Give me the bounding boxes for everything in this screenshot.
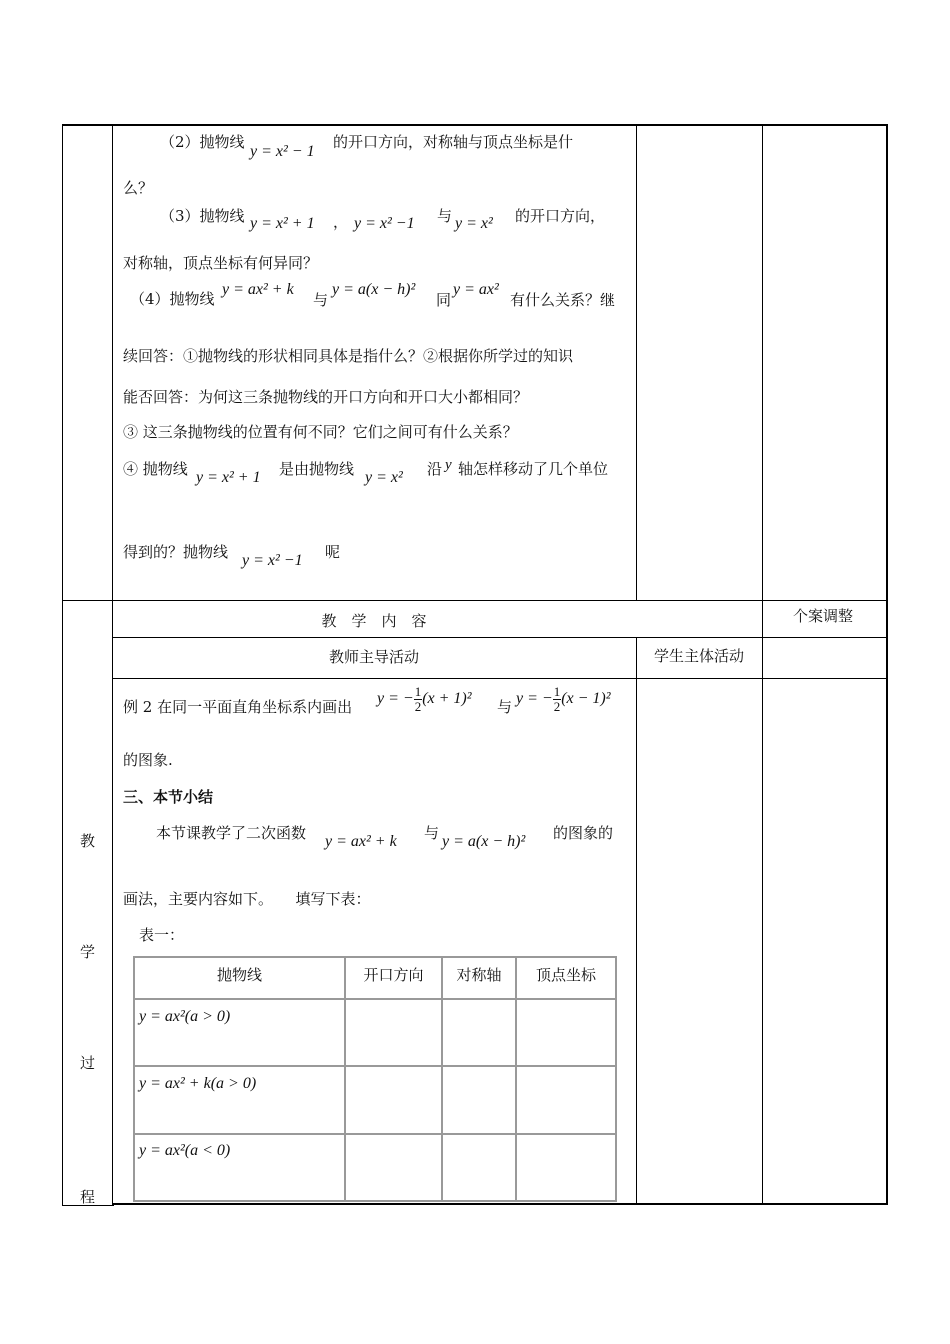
q3-equation-1: y = x² + 1	[250, 215, 315, 232]
q3-continuation: 对称轴，顶点坐标有何异同？	[123, 254, 319, 272]
table-header-cell: 抛物线	[216, 966, 262, 984]
summary-equation-2: y = a(x − h)²	[442, 833, 526, 850]
q4-equation-2: y = a(x − h)²	[332, 281, 416, 298]
q2-continuation: 么？	[123, 179, 154, 197]
q3-equation-2: y = x² −1	[354, 215, 415, 232]
example-2-equation-1: y = − $\frac{1}{2}$ (x + 1)²	[377, 684, 472, 714]
q5-suffix-b: 轴怎样移动了几个单位	[458, 460, 609, 478]
side-label-char: 过	[80, 1054, 96, 1072]
table-caption: 表一：	[139, 926, 185, 944]
fraction-one-half: $\frac{1}{2}$	[553, 684, 561, 714]
q3-prefix: （3）抛物线	[160, 207, 245, 225]
summary-suffix: 的图象的	[553, 824, 614, 842]
q5-equation-2: y = x²	[365, 469, 403, 486]
q6-suffix: 呢	[325, 543, 341, 561]
side-label-char: 学	[80, 943, 96, 961]
summary-with: 与	[424, 824, 440, 842]
table-header-cell: 开口方向	[363, 966, 424, 984]
example-2-with: 与	[497, 698, 513, 716]
q5-middle: 是由抛物线	[279, 460, 355, 478]
example-2-equation-2: y = − $\frac{1}{2}$ (x − 1)²	[516, 684, 611, 714]
q4-equation-1: y = ax² + k	[222, 281, 294, 298]
q6-prefix: 得到的？抛物线	[123, 543, 229, 561]
q4-equation-3: y = ax²	[453, 281, 499, 298]
teacher-activity-header: 教师主导活动	[328, 648, 419, 666]
fraction-one-half: $\frac{1}{2}$	[414, 684, 422, 714]
table-row-divider	[112, 637, 888, 638]
question-line: 续回答：①抛物线的形状相同具体是指什么？②根据你所学过的知识	[123, 347, 574, 365]
question-line: ③ 这三条抛物线的位置有何不同？它们之间可有什么关系？	[123, 423, 518, 441]
table-bottom-border	[112, 1203, 888, 1205]
q5-suffix-a: 沿	[427, 460, 443, 478]
table-top-border	[62, 124, 888, 126]
summary-continuation: 画法，主要内容如下。 填写下表：	[123, 890, 371, 908]
q6-equation: y = x² −1	[242, 552, 303, 569]
table-row-parabola: y = ax²(a < 0)	[139, 1142, 231, 1159]
q3-equation-3: y = x²	[455, 215, 493, 232]
q4-suffix: 有什么关系？继	[510, 291, 616, 309]
q3-suffix: 的开口方向，	[515, 207, 606, 225]
table-col-divider	[636, 637, 637, 1204]
q5-equation-1: y = x² + 1	[196, 469, 261, 486]
summary-equation-1: y = ax² + k	[325, 833, 397, 850]
q3-comma: ，	[333, 213, 349, 231]
side-label-char: 程	[80, 1188, 96, 1206]
summary-prefix: 本节课教学了二次函数	[156, 824, 307, 842]
side-label-char: 教	[80, 832, 96, 850]
table-row-divider	[112, 678, 888, 679]
q4-same: 同	[436, 291, 452, 309]
q2-prefix: （2）抛物线	[160, 133, 245, 151]
table-header-cell: 对称轴	[456, 966, 502, 984]
table-col-divider	[636, 124, 637, 601]
example-2-continuation: 的图象.	[123, 751, 173, 769]
q4-prefix: （4）抛物线	[130, 290, 215, 308]
teaching-content-header: 教 学 内 容	[321, 612, 427, 630]
table-header-cell: 顶点坐标	[535, 966, 596, 984]
case-adjust-header: 个案调整	[793, 607, 854, 625]
example-2-prefix: 例 2 在同一平面直角坐标系内画出	[123, 698, 353, 716]
q5-axis-variable: y	[445, 457, 452, 473]
table-row-parabola: y = ax²(a > 0)	[139, 1008, 231, 1025]
table-row-parabola: y = ax² + k(a > 0)	[139, 1075, 257, 1092]
student-activity-header: 学生主体活动	[653, 647, 744, 665]
q2-equation: y = x² − 1	[250, 143, 315, 160]
q5-prefix: ④ 抛物线	[123, 460, 188, 478]
table-right-border	[886, 124, 888, 1205]
section-heading: 三、本节小结	[123, 788, 214, 806]
q4-with: 与	[313, 291, 329, 309]
q2-suffix: 的开口方向，对称轴与顶点坐标是什	[333, 133, 574, 151]
q3-with: 与	[437, 207, 453, 225]
table-col-divider	[762, 124, 763, 1204]
table-left-border	[62, 124, 63, 1205]
question-line: 能否回答：为何这三条抛物线的开口方向和开口大小都相同？	[123, 388, 529, 406]
table-row-divider	[62, 600, 888, 601]
